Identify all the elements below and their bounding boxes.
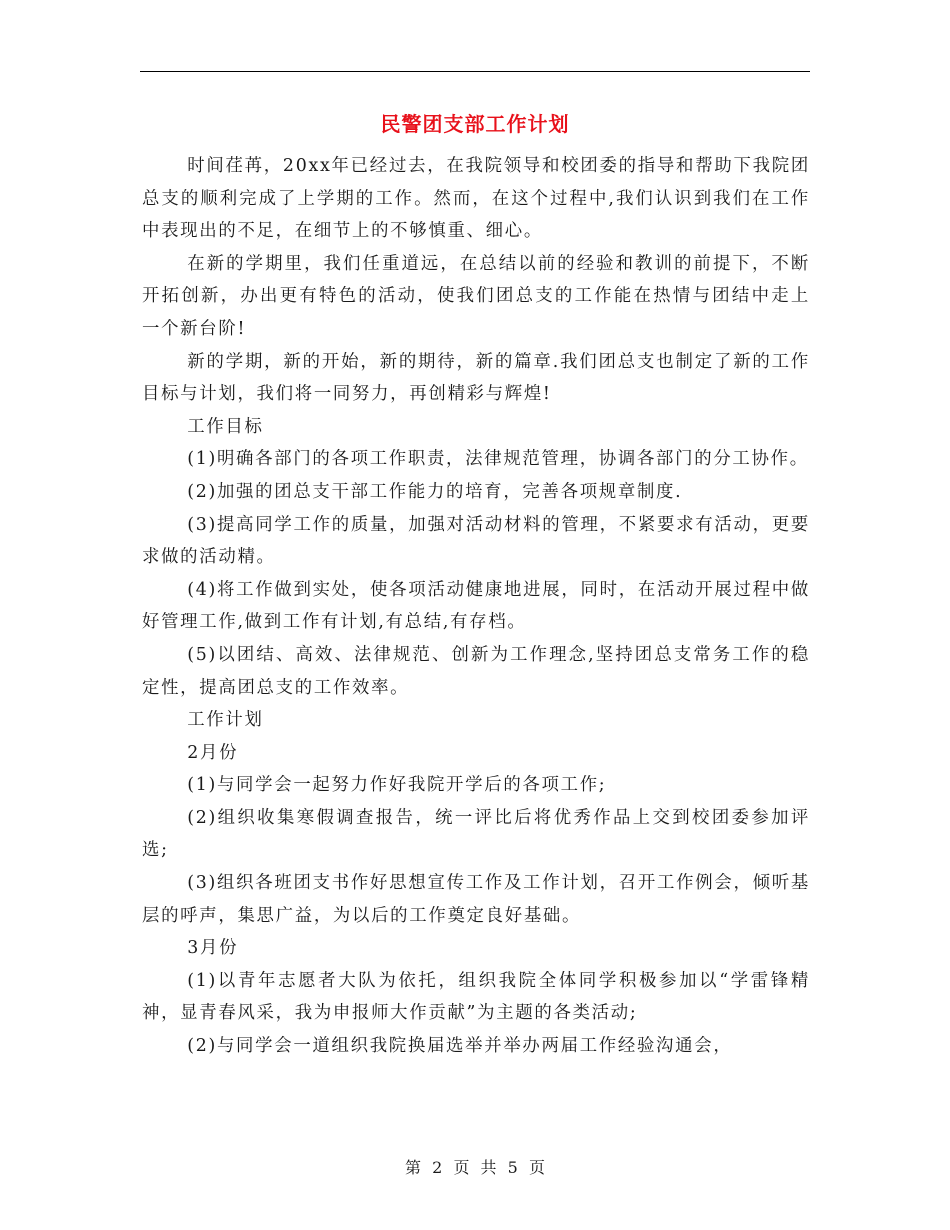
list-item: (3)组织各班团支书作好思想宣传工作及工作计划，召开工作例会，倾听基层的呼声，集思广益，为以后的工作奠定良好基础。 [142, 873, 810, 926]
paragraph: 时间荏苒，20xx年已经过去，在我院领导和校团委的指导和帮助下我院团总支的顺利完成了上学期的工作。然而，在这个过程中,我们认识到我们在工作中表现出的不足，在细节上的不够慎重、细心。 [142, 156, 810, 242]
paragraph: 在新的学期里，我们任重道远，在总结以前的经验和教训的前提下，不断开拓创新，办出更有特色的活动，使我们团总支的工作能在热情与团结中走上一个新台阶! [142, 253, 810, 339]
month-heading: 3月份 [187, 938, 239, 959]
current-page-number: 2 [432, 1158, 443, 1177]
list-item: (5)以团结、高效、法律规范、创新为工作理念,坚持团总支常务工作的稳定性，提高团总支的工作效率。 [142, 644, 810, 698]
document-title: 民警团支部工作计划 [380, 112, 570, 136]
list-item: (2)组织收集寒假调查报告，统一评比后将优秀作品上交到校团委参加评选; [142, 807, 810, 861]
section-heading: 工作目标 [187, 416, 264, 437]
list-item: (3)提高同学工作的质量，加强对活动材料的管理，不紧要求有活动，更要求做的活动精。 [142, 514, 810, 568]
footer-total-prefix: 共 [480, 1158, 497, 1177]
footer-prefix: 第 [405, 1158, 422, 1177]
footer-total-unit: 页 [528, 1158, 545, 1177]
paragraph: 新的学期，新的开始，新的期待，新的篇章.我们团总支也制定了新的工作目标与计划，我们将一同努力，再创精彩与辉煌! [142, 351, 810, 405]
list-item: (2)与同学会一道组织我院换届选举并举办两届工作经验沟通会， [187, 1036, 733, 1057]
list-item: (1)与同学会一起努力作好我院开学后的各项工作; [187, 775, 607, 796]
list-item: (4)将工作做到实处，使各项活动健康地进展，同时，在活动开展过程中做好管理工作,做到工作有计划,有总结,有存档。 [142, 579, 810, 633]
list-item: (2)加强的团总支干部工作能力的培育，完善各项规章制度. [187, 481, 683, 502]
list-item: (1)明确各部门的各项工作职责，法律规范管理，协调各部门的分工协作。 [187, 449, 809, 470]
document-body [142, 150, 810, 1063]
page-footer [0, 1155, 950, 1178]
month-heading: 2月份 [187, 742, 239, 763]
footer-page-unit: 页 [453, 1158, 470, 1177]
total-pages-number: 5 [507, 1158, 518, 1177]
section-heading: 工作计划 [187, 710, 264, 731]
list-item: (1)以青年志愿者大队为依托，组织我院全体同学积极参加以“学雷锋精神，显青春风采，我为申报师大作贡献”为主题的各类活动; [142, 970, 810, 1024]
header-rule [140, 71, 810, 72]
